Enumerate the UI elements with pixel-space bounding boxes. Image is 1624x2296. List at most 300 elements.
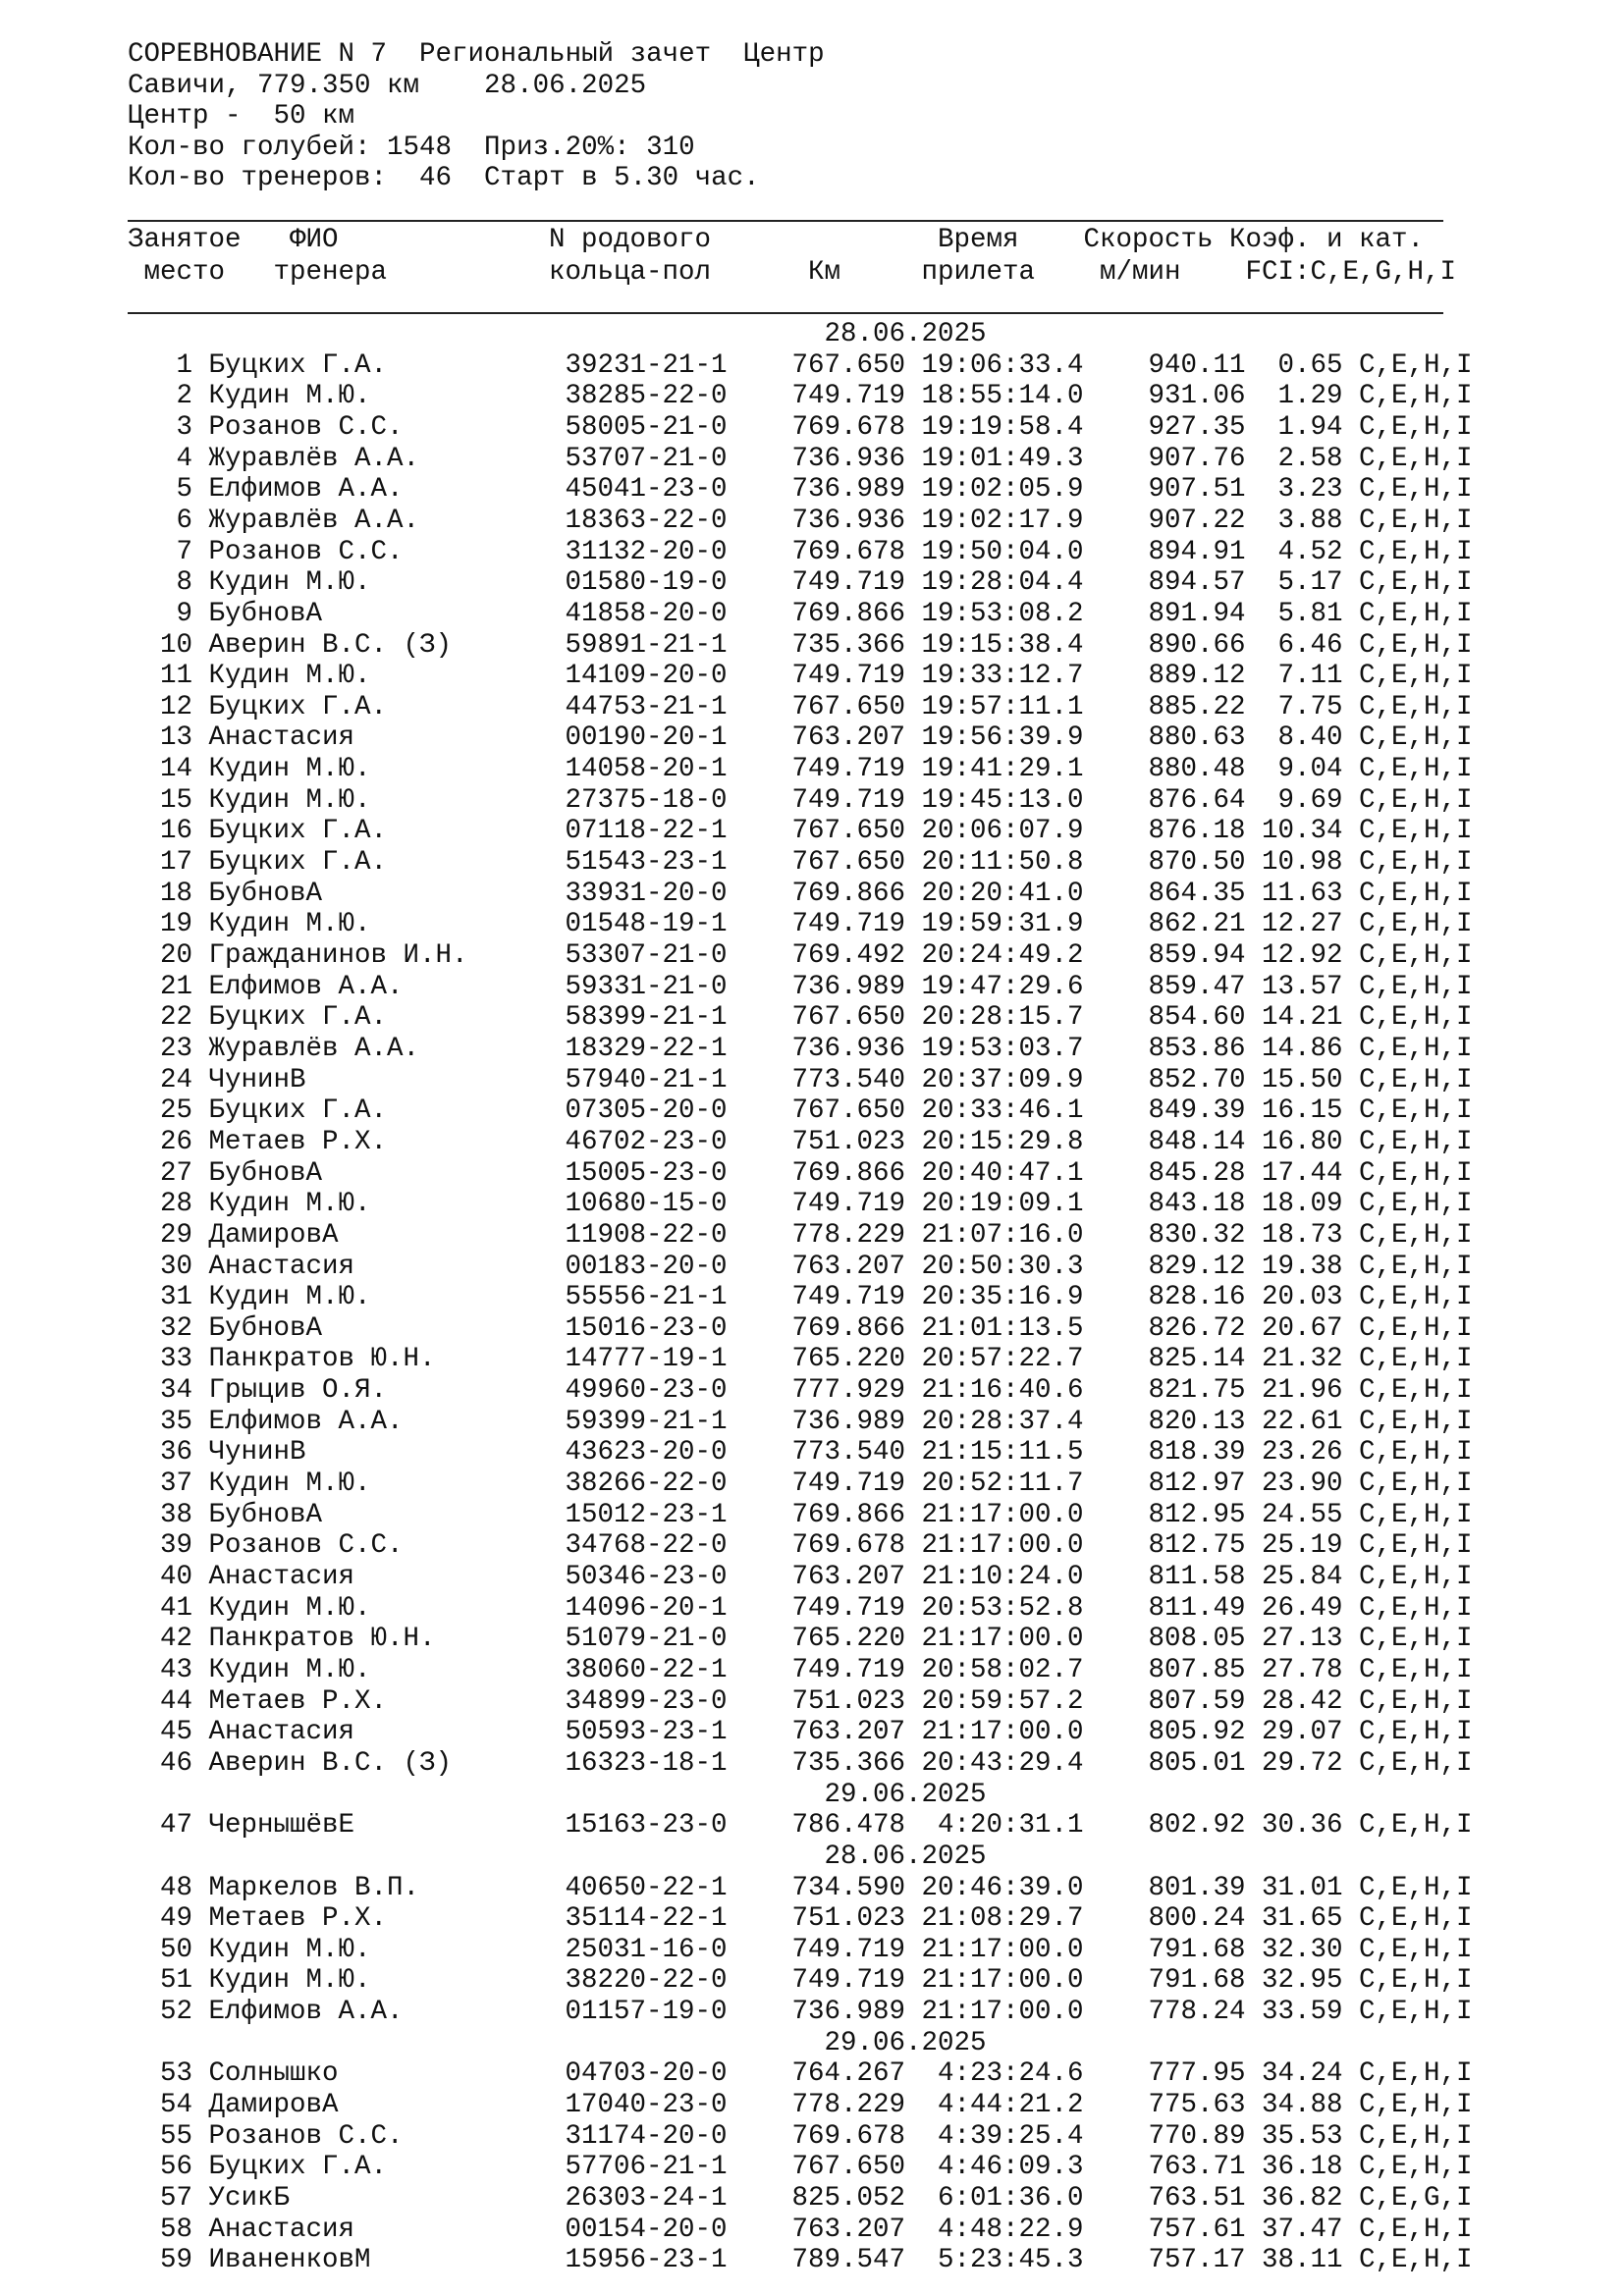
categories: C,E,H,I [1359, 1406, 1473, 1437]
arrival-time: 20:58:02.7 [921, 1654, 1084, 1685]
arrival-time: 20:43:29.4 [921, 1747, 1084, 1779]
place: 47 [160, 1810, 193, 1842]
ring-number: 38060-22-1 [565, 1654, 728, 1685]
distance-km: 749.719 [791, 1468, 906, 1500]
trainer-name: УсикБ [208, 2183, 291, 2214]
place: 24 [160, 1064, 193, 1095]
ring-number: 16323-18-1 [565, 1747, 728, 1779]
place: 1 [176, 349, 193, 381]
speed: 853.86 [1148, 1033, 1246, 1064]
ring-number: 45041-23-0 [565, 474, 728, 506]
place: 57 [160, 2183, 193, 2214]
place: 43 [160, 1654, 193, 1685]
arrival-time: 20:35:16.9 [921, 1282, 1084, 1313]
arrival-time: 19:02:05.9 [921, 474, 1084, 506]
categories: C,E,H,I [1359, 2120, 1473, 2152]
place: 34 [160, 1375, 193, 1407]
speed: 812.75 [1148, 1530, 1246, 1562]
categories: C,E,H,I [1359, 1312, 1473, 1344]
speed: 940.11 [1148, 349, 1246, 381]
trainer-name: Аверин В.С. (З) [208, 629, 453, 661]
place: 5 [176, 474, 193, 506]
ring-number: 01157-19-0 [565, 1997, 728, 2028]
coefficient: 14.86 [1262, 1033, 1343, 1064]
categories: C,E,H,I [1359, 691, 1473, 722]
categories: C,E,H,I [1359, 1002, 1473, 1034]
distance-km: 735.366 [791, 629, 906, 661]
speed: 812.97 [1148, 1468, 1246, 1500]
speed: 763.51 [1148, 2183, 1246, 2214]
ring-number: 31174-20-0 [565, 2120, 728, 2152]
trainer-name: ЧернышёвЕ [208, 1810, 355, 1842]
trainer-name: Метаев Р.Х. [208, 1126, 388, 1157]
speed: 845.28 [1148, 1157, 1246, 1189]
coefficient: 13.57 [1262, 971, 1343, 1002]
trainer-name: Кудин М.Ю. [208, 1654, 371, 1685]
coefficient: 29.07 [1262, 1717, 1343, 1748]
place: 55 [160, 2120, 193, 2152]
distance-km: 773.540 [791, 1064, 906, 1095]
categories: C,E,H,I [1359, 2058, 1473, 2090]
arrival-time: 20:33:46.1 [921, 1095, 1084, 1127]
arrival-time: 21:08:29.7 [921, 1903, 1084, 1935]
ring-number: 33931-20-0 [565, 878, 728, 909]
categories: C,E,H,I [1359, 1468, 1473, 1500]
ring-number: 01580-19-0 [565, 567, 728, 599]
categories: C,E,H,I [1359, 1251, 1473, 1282]
coefficient: 27.78 [1262, 1654, 1343, 1685]
categories: C,E,H,I [1359, 474, 1473, 506]
categories: C,E,H,I [1359, 349, 1473, 381]
trainer-name: Буцких Г.А. [208, 691, 388, 722]
arrival-time: 20:46:39.0 [921, 1872, 1084, 1903]
coefficient: 32.30 [1262, 1934, 1343, 1965]
distance-km: 736.989 [791, 971, 906, 1002]
distance-km: 763.207 [791, 722, 906, 754]
ring-number: 49960-23-0 [565, 1375, 728, 1407]
categories: C,E,H,I [1359, 754, 1473, 785]
distance-km: 765.220 [791, 1344, 906, 1375]
speed: 811.58 [1148, 1562, 1246, 1592]
coefficient: 31.65 [1262, 1903, 1343, 1935]
coefficient: 30.36 [1262, 1810, 1343, 1842]
speed: 805.01 [1148, 1747, 1246, 1779]
trainer-name: Кудин М.Ю. [208, 567, 371, 599]
trainer-name: Маркелов В.П. [208, 1872, 420, 1903]
categories: C,E,H,I [1359, 909, 1473, 940]
ring-number: 57940-21-1 [565, 1064, 728, 1095]
categories: C,E,H,I [1359, 2090, 1473, 2121]
speed: 800.24 [1148, 1903, 1246, 1935]
trainer-name: Кудин М.Ю. [208, 754, 371, 785]
place: 53 [160, 2058, 193, 2090]
arrival-time: 21:17:00.0 [921, 1934, 1084, 1965]
ring-number: 53307-21-0 [565, 940, 728, 971]
distance-km: 749.719 [791, 909, 906, 940]
speed: 880.63 [1148, 722, 1246, 754]
place: 3 [176, 411, 193, 443]
distance-km: 769.866 [791, 878, 906, 909]
ring-number: 14058-20-1 [565, 754, 728, 785]
place: 19 [160, 909, 193, 940]
coefficient: 29.72 [1262, 1747, 1343, 1779]
ring-number: 27375-18-0 [565, 784, 728, 816]
place: 51 [160, 1965, 193, 1997]
place: 44 [160, 1685, 193, 1717]
place: 2 [176, 381, 193, 412]
distance-km: 769.866 [791, 1312, 906, 1344]
place: 36 [160, 1437, 193, 1468]
distance-km: 749.719 [791, 381, 906, 412]
trainer-name: Буцких Г.А. [208, 2152, 388, 2183]
coefficient: 9.69 [1277, 784, 1343, 816]
coefficient: 25.19 [1262, 1530, 1343, 1562]
arrival-time: 20:06:07.9 [921, 816, 1084, 847]
ring-number: 15163-23-0 [565, 1810, 728, 1842]
trainer-name: Буцких Г.А. [208, 1095, 388, 1127]
ring-number: 35114-22-1 [565, 1903, 728, 1935]
distance-km: 769.492 [791, 940, 906, 971]
categories: C,E,H,I [1359, 1934, 1473, 1965]
trainer-name: Кудин М.Ю. [208, 1189, 371, 1220]
trainer-name: Елфимов А.А. [208, 971, 404, 1002]
speed: 843.18 [1148, 1189, 1246, 1220]
column-header-place: Занятое [128, 225, 242, 255]
coefficient: 16.15 [1262, 1095, 1343, 1127]
categories: C,E,H,I [1359, 1499, 1473, 1530]
categories: C,E,H,I [1359, 784, 1473, 816]
speed: 770.89 [1148, 2120, 1246, 2152]
ring-number: 51079-21-0 [565, 1624, 728, 1655]
place: 7 [176, 536, 193, 567]
place: 31 [160, 1282, 193, 1313]
ring-number: 18329-22-1 [565, 1033, 728, 1064]
place: 4 [176, 443, 193, 474]
categories: C,E,H,I [1359, 1064, 1473, 1095]
place: 23 [160, 1033, 193, 1064]
coefficient: 37.47 [1262, 2214, 1343, 2245]
distance-km: 767.650 [791, 816, 906, 847]
distance-km: 769.866 [791, 1157, 906, 1189]
distance-km: 749.719 [791, 567, 906, 599]
place: 54 [160, 2090, 193, 2121]
speed: 864.35 [1148, 878, 1246, 909]
distance-km: 734.590 [791, 1872, 906, 1903]
distance-km: 769.678 [791, 411, 906, 443]
distance-km: 778.229 [791, 2090, 906, 2121]
speed: 830.32 [1148, 1219, 1246, 1251]
trainer-name: Журавлёв А.А. [208, 505, 420, 536]
categories: C,E,H,I [1359, 1624, 1473, 1655]
arrival-time: 21:16:40.6 [921, 1375, 1084, 1407]
trainer-name: БубновА [208, 1157, 323, 1189]
coefficient: 11.63 [1262, 878, 1343, 909]
arrival-time: 19:01:49.3 [921, 443, 1084, 474]
trainer-name: Гражданинов И.Н. [208, 940, 468, 971]
distance-km: 736.989 [791, 1997, 906, 2028]
ring-number: 17040-23-0 [565, 2090, 728, 2121]
speed: 894.57 [1148, 567, 1246, 599]
ring-number: 00183-20-0 [565, 1251, 728, 1282]
categories: C,E,H,I [1359, 1033, 1473, 1064]
trainer-name: Панкратов Ю.Н. [208, 1624, 436, 1655]
distance-km: 736.936 [791, 1033, 906, 1064]
categories: C,E,H,I [1359, 1126, 1473, 1157]
speed: 829.12 [1148, 1251, 1246, 1282]
distance-km: 769.678 [791, 1530, 906, 1562]
arrival-time: 18:55:14.0 [921, 381, 1084, 412]
categories: C,E,H,I [1359, 1375, 1473, 1407]
distance-km: 749.719 [791, 1965, 906, 1997]
arrival-time: 21:17:00.0 [921, 1965, 1084, 1997]
categories: C,E,H,I [1359, 1592, 1473, 1624]
place: 35 [160, 1406, 193, 1437]
arrival-time: 21:17:00.0 [921, 1717, 1084, 1748]
arrival-time: 4:39:25.4 [938, 2120, 1084, 2152]
trainer-name: Буцких Г.А. [208, 816, 388, 847]
arrival-time: 21:17:00.0 [921, 1499, 1084, 1530]
distance-km: 749.719 [791, 754, 906, 785]
coefficient: 14.21 [1262, 1002, 1343, 1034]
categories: C,E,H,I [1359, 598, 1473, 629]
ring-number: 15016-23-0 [565, 1312, 728, 1344]
categories: C,E,H,I [1359, 1437, 1473, 1468]
coefficient: 3.23 [1277, 474, 1343, 506]
distance-km: 751.023 [791, 1126, 906, 1157]
arrival-time: 20:24:49.2 [921, 940, 1084, 971]
arrival-time: 21:17:00.0 [921, 1530, 1084, 1562]
coefficient: 9.04 [1277, 754, 1343, 785]
coefficient: 3.88 [1277, 505, 1343, 536]
trainer-name: Буцких Г.А. [208, 847, 388, 879]
speed: 828.16 [1148, 1282, 1246, 1313]
categories: C,E,H,I [1359, 1685, 1473, 1717]
categories: C,E,H,I [1359, 381, 1473, 412]
ring-number: 04703-20-0 [565, 2058, 728, 2090]
place: 25 [160, 1095, 193, 1127]
ring-number: 59331-21-0 [565, 971, 728, 1002]
speed: 880.48 [1148, 754, 1246, 785]
coefficient: 12.92 [1262, 940, 1343, 971]
ring-number: 18363-22-0 [565, 505, 728, 536]
arrival-time: 19:59:31.9 [921, 909, 1084, 940]
coefficient: 34.88 [1262, 2090, 1343, 2121]
categories: C,E,H,I [1359, 722, 1473, 754]
trainer-name: Елфимов А.А. [208, 1997, 404, 2028]
categories: C,E,H,I [1359, 567, 1473, 599]
distance-km: 767.650 [791, 847, 906, 879]
coefficient: 12.27 [1262, 909, 1343, 940]
column-header-coef: FCI:C,E,G,H,I [1245, 257, 1457, 288]
distance-km: 763.207 [791, 2214, 906, 2245]
categories: C,E,H,I [1359, 1530, 1473, 1562]
flight-date: 28.06.2025 [824, 319, 987, 349]
arrival-time: 20:19:09.1 [921, 1189, 1084, 1220]
column-header-speed: м/мин [1100, 257, 1181, 288]
speed: 820.13 [1148, 1406, 1246, 1437]
coefficient: 33.59 [1262, 1997, 1343, 2028]
trainer-name: ИваненковМ [208, 2245, 371, 2276]
arrival-time: 20:52:11.7 [921, 1468, 1084, 1500]
place: 15 [160, 784, 193, 816]
coefficient: 20.67 [1262, 1312, 1343, 1344]
trainer-name: Метаев Р.Х. [208, 1903, 388, 1935]
ring-number: 39231-21-1 [565, 349, 728, 381]
speed: 807.85 [1148, 1654, 1246, 1685]
coefficient: 1.29 [1277, 381, 1343, 412]
categories: C,E,H,I [1359, 1219, 1473, 1251]
arrival-time: 6:01:36.0 [938, 2183, 1084, 2214]
place: 13 [160, 722, 193, 754]
categories: C,E,H,I [1359, 629, 1473, 661]
distance-km: 786.478 [791, 1810, 906, 1842]
arrival-time: 20:15:29.8 [921, 1126, 1084, 1157]
coefficient: 31.01 [1262, 1872, 1343, 1903]
trainer-name: Кудин М.Ю. [208, 1934, 371, 1965]
place: 27 [160, 1157, 193, 1189]
coefficient: 10.34 [1262, 816, 1343, 847]
arrival-time: 21:17:00.0 [921, 1997, 1084, 2028]
ring-number: 57706-21-1 [565, 2152, 728, 2183]
arrival-time: 19:15:38.4 [921, 629, 1084, 661]
distance-km: 749.719 [791, 1934, 906, 1965]
speed: 859.47 [1148, 971, 1246, 1002]
speed: 791.68 [1148, 1965, 1246, 1997]
arrival-time: 20:53:52.8 [921, 1592, 1084, 1624]
flight-date: 29.06.2025 [824, 2027, 987, 2058]
categories: C,E,H,I [1359, 1997, 1473, 2028]
center-distance: Центр - 50 км [128, 101, 355, 132]
place: 10 [160, 629, 193, 661]
arrival-time: 21:17:00.0 [921, 1624, 1084, 1655]
arrival-time: 19:41:29.1 [921, 754, 1084, 785]
distance-km: 769.678 [791, 2120, 906, 2152]
trainer-name: Елфимов А.А. [208, 474, 404, 506]
coefficient: 18.73 [1262, 1219, 1343, 1251]
trainer-name: БубновА [208, 1312, 323, 1344]
speed: 807.59 [1148, 1685, 1246, 1717]
speed: 907.51 [1148, 474, 1246, 506]
coefficient: 23.90 [1262, 1468, 1343, 1500]
speed: 870.50 [1148, 847, 1246, 879]
speed: 821.75 [1148, 1375, 1246, 1407]
place: 40 [160, 1562, 193, 1592]
speed: 791.68 [1148, 1934, 1246, 1965]
speed: 849.39 [1148, 1095, 1246, 1127]
ring-number: 43623-20-0 [565, 1437, 728, 1468]
speed: 811.49 [1148, 1592, 1246, 1624]
categories: C,E,H,I [1359, 878, 1473, 909]
speed: 907.22 [1148, 505, 1246, 536]
ring-number: 41858-20-0 [565, 598, 728, 629]
distance-km: 777.929 [791, 1375, 906, 1407]
distance-km: 751.023 [791, 1685, 906, 1717]
arrival-time: 19:53:03.7 [921, 1033, 1084, 1064]
categories: C,E,H,I [1359, 2245, 1473, 2276]
ring-number: 51543-23-1 [565, 847, 728, 879]
arrival-time: 20:37:09.9 [921, 1064, 1084, 1095]
arrival-time: 19:33:12.7 [921, 661, 1084, 692]
coefficient: 20.03 [1262, 1282, 1343, 1313]
distance-km: 763.207 [791, 1251, 906, 1282]
categories: C,E,H,I [1359, 1747, 1473, 1779]
distance-km: 767.650 [791, 2152, 906, 2183]
arrival-time: 19:06:33.4 [921, 349, 1084, 381]
distance-km: 749.719 [791, 1592, 906, 1624]
arrival-time: 19:57:11.1 [921, 691, 1084, 722]
speed: 854.60 [1148, 1002, 1246, 1034]
arrival-time: 19:45:13.0 [921, 784, 1084, 816]
column-header-name: ФИО [290, 225, 339, 255]
categories: C,E,H,I [1359, 1872, 1473, 1903]
ring-number: 59891-21-1 [565, 629, 728, 661]
speed: 818.39 [1148, 1437, 1246, 1468]
place: 29 [160, 1219, 193, 1251]
ring-number: 34899-23-0 [565, 1685, 728, 1717]
coefficient: 7.75 [1277, 691, 1343, 722]
distance-km: 763.207 [791, 1562, 906, 1592]
categories: C,E,H,I [1359, 1095, 1473, 1127]
speed: 848.14 [1148, 1126, 1246, 1157]
arrival-time: 20:57:22.7 [921, 1344, 1084, 1375]
distance-km: 767.650 [791, 349, 906, 381]
flight-date: 28.06.2025 [824, 1841, 987, 1872]
distance-km: 763.207 [791, 1717, 906, 1748]
place: 17 [160, 847, 193, 879]
coefficient: 1.94 [1277, 411, 1343, 443]
ring-number: 14777-19-1 [565, 1344, 728, 1375]
report-title: СОРЕВНОВАНИЕ N 7 Региональный зачет Центр [128, 39, 825, 70]
column-header-km: Км [808, 257, 841, 288]
coefficient: 18.09 [1262, 1189, 1343, 1220]
arrival-time: 19:19:58.4 [921, 411, 1084, 443]
coefficient: 8.40 [1277, 722, 1343, 754]
column-header-time: Время [938, 225, 1019, 255]
arrival-time: 20:28:37.4 [921, 1406, 1084, 1437]
ring-number: 38285-22-0 [565, 381, 728, 412]
speed: 927.35 [1148, 411, 1246, 443]
place: 56 [160, 2152, 193, 2183]
coefficient: 6.46 [1277, 629, 1343, 661]
distance-km: 751.023 [791, 1903, 906, 1935]
distance-km: 769.678 [791, 536, 906, 567]
trainer-name: Журавлёв А.А. [208, 1033, 420, 1064]
speed: 808.05 [1148, 1624, 1246, 1655]
trainer-name: Метаев Р.Х. [208, 1685, 388, 1717]
coefficient: 21.96 [1262, 1375, 1343, 1407]
coefficient: 17.44 [1262, 1157, 1343, 1189]
distance-km: 736.989 [791, 474, 906, 506]
place: 12 [160, 691, 193, 722]
place: 46 [160, 1747, 193, 1779]
categories: C,E,H,I [1359, 1157, 1473, 1189]
trainer-name: Аверин В.С. (З) [208, 1747, 453, 1779]
arrival-time: 4:44:21.2 [938, 2090, 1084, 2121]
arrival-time: 4:20:31.1 [938, 1810, 1084, 1842]
trainer-name: Кудин М.Ю. [208, 1965, 371, 1997]
ring-number: 15956-23-1 [565, 2245, 728, 2276]
arrival-time: 20:40:47.1 [921, 1157, 1084, 1189]
place: 26 [160, 1126, 193, 1157]
trainer-name: БубновА [208, 1499, 323, 1530]
place: 48 [160, 1872, 193, 1903]
arrival-time: 21:01:13.5 [921, 1312, 1084, 1344]
ring-number: 01548-19-1 [565, 909, 728, 940]
place: 8 [176, 567, 193, 599]
ring-number: 34768-22-0 [565, 1530, 728, 1562]
place: 58 [160, 2214, 193, 2245]
coefficient: 25.84 [1262, 1562, 1343, 1592]
